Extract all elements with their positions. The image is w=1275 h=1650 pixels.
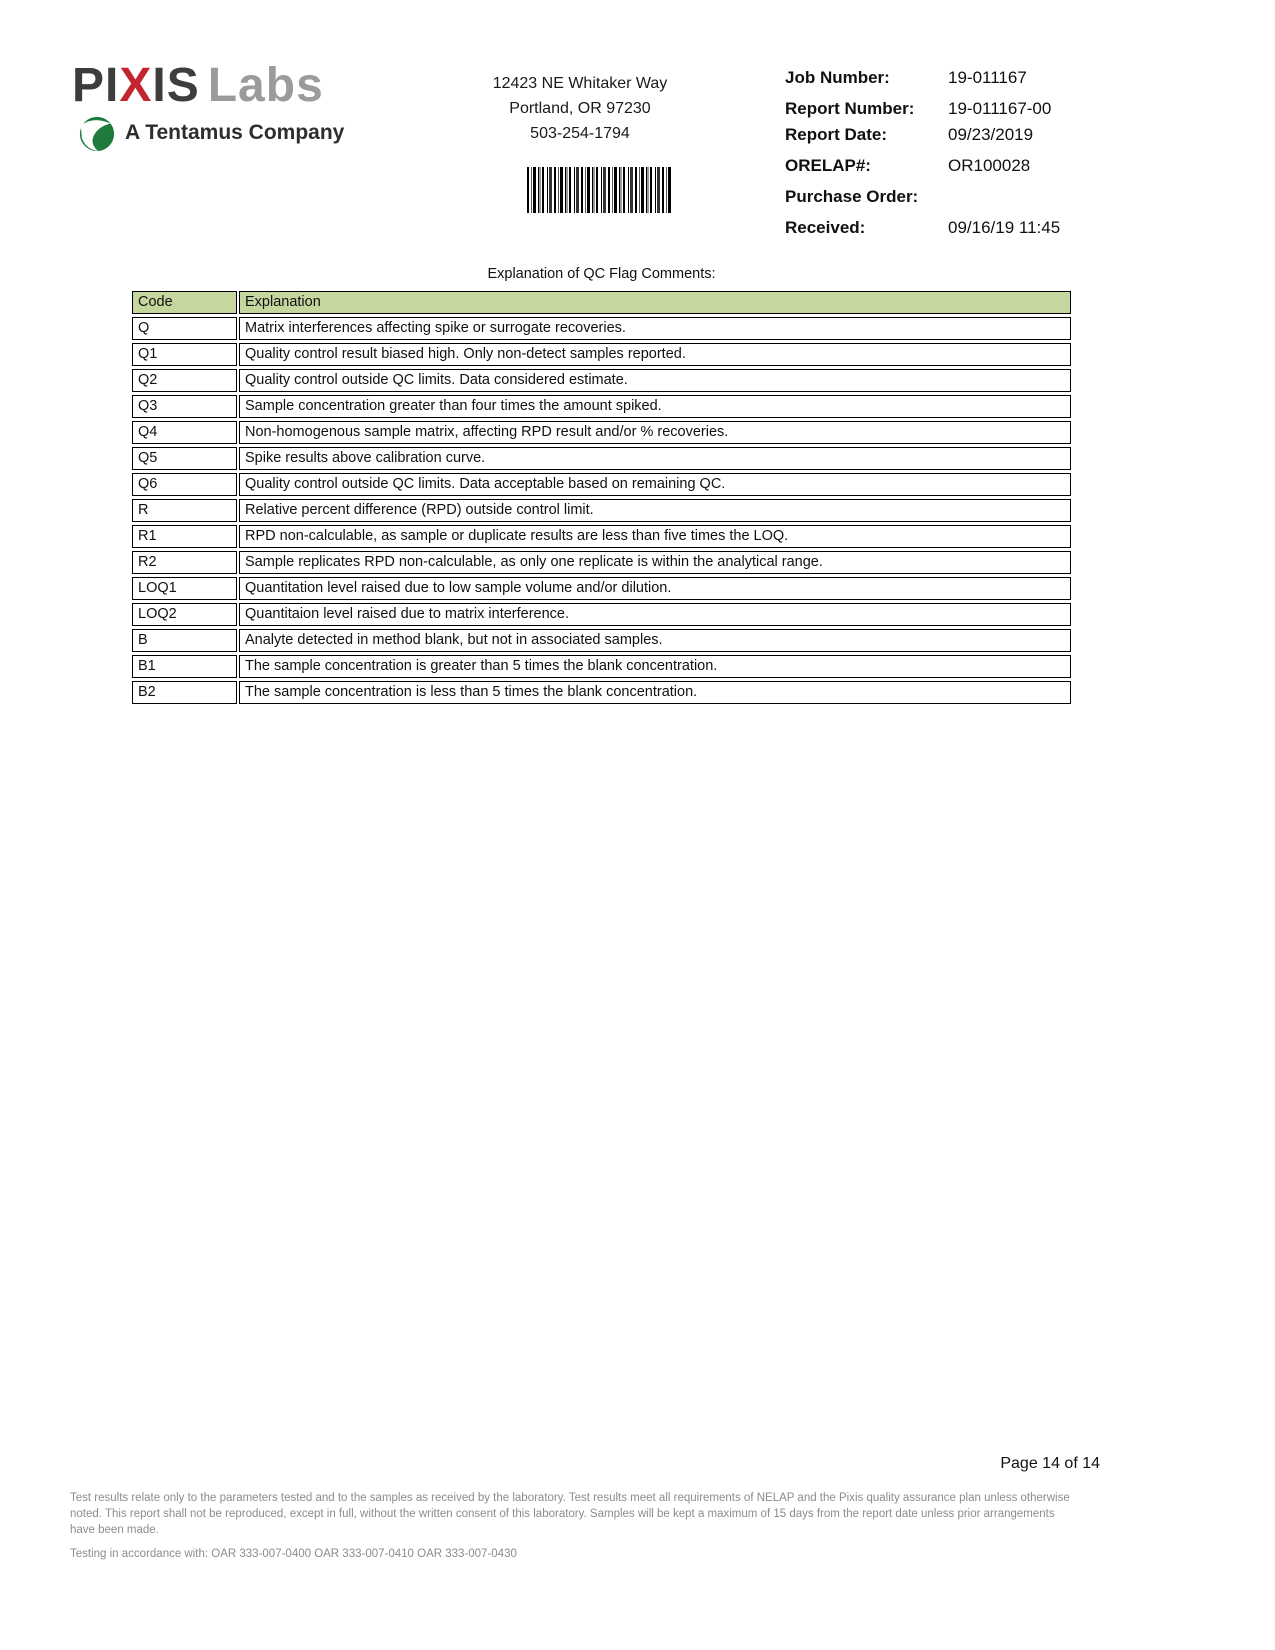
qc-explanation-cell: Sample replicates RPD non-calculable, as only one replicate is within the analytical range. [239, 551, 1071, 574]
report-date-value: 09/23/2019 [948, 125, 1034, 144]
qc-table-row [132, 629, 1071, 652]
qc-explanation-cell: Matrix interferences affecting spike or surrogate recoveries. [239, 317, 1071, 340]
qc-table-wrap [130, 288, 1073, 707]
qc-table-row [132, 681, 1071, 704]
qc-code-cell: Q5 [132, 447, 237, 470]
lab-address [440, 72, 720, 146]
qc-table-header-row [132, 291, 1071, 314]
qc-explanation-cell: Quantitation level raised due to low sample volume and/or dilution. [239, 577, 1071, 600]
report-date-label: Report Date: [785, 125, 888, 144]
job-info-row [785, 125, 1205, 151]
qc-code-cell: Q6 [132, 473, 237, 496]
logo-text-is: IS [152, 59, 200, 112]
orelap-value: OR100028 [948, 156, 1031, 175]
report-number-value: 19-011167-00 [948, 99, 1052, 118]
qc-explanation-cell: Sample concentration greater than four times the amount spiked. [239, 395, 1071, 418]
qc-explanation-cell: Quality control result biased high. Only non-detect samples reported. [239, 343, 1071, 366]
received-value: 09/16/19 11:45 [948, 218, 1061, 237]
report-number-label: Report Number: [785, 99, 915, 118]
qc-table-row [132, 317, 1071, 340]
logo-text-pi: PI [72, 59, 120, 112]
address-line2: Portland, OR 97230 [509, 99, 651, 117]
testing-accordance-text: Testing in accordance with: OAR 333-007-0400 OAR 333-007-0410 OAR 333-007-0430 [70, 1548, 517, 1560]
logo-text-labs: Labs [207, 59, 324, 112]
purchase-order-label: Purchase Order: [785, 187, 919, 206]
qc-code-cell: Q2 [132, 369, 237, 392]
address-line3: 503-254-1794 [530, 124, 630, 142]
column-header-code: Code [132, 291, 237, 314]
qc-table-body [132, 317, 1071, 704]
qc-table-row [132, 395, 1071, 418]
qc-table-row [132, 369, 1071, 392]
qc-code-cell: Q3 [132, 395, 237, 418]
qc-table-row [132, 447, 1071, 470]
pixis-logo [72, 59, 345, 152]
qc-table-row [132, 343, 1071, 366]
qc-explanation-cell: Analyte detected in method blank, but not in associated samples. [239, 629, 1071, 652]
qc-explanation-cell: Non-homogenous sample matrix, affecting RPD result and/or % recoveries. [239, 421, 1071, 444]
qc-code-cell: Q1 [132, 343, 237, 366]
page-number: Page 14 of 14 [1000, 1455, 1100, 1472]
received-label: Received: [785, 218, 866, 237]
qc-table-row [132, 577, 1071, 600]
qc-code-cell: Q4 [132, 421, 237, 444]
qc-code-cell: Q [132, 317, 237, 340]
qc-code-cell: B [132, 629, 237, 652]
qc-code-cell: LOQ2 [132, 603, 237, 626]
job-info-row [785, 68, 1205, 94]
orelap-label: ORELAP#: [785, 156, 871, 175]
qc-table-row [132, 655, 1071, 678]
qc-table-title: Explanation of QC Flag Comments: [487, 266, 716, 282]
qc-code-cell: B1 [132, 655, 237, 678]
job-info-row [785, 218, 1205, 244]
qc-table-row [132, 421, 1071, 444]
qc-explanation-cell: The sample concentration is less than 5 times the blank concentration. [239, 681, 1071, 704]
logo-text-x: X [119, 59, 153, 112]
qc-code-cell: R2 [132, 551, 237, 574]
qc-code-cell: R1 [132, 525, 237, 548]
qc-code-cell: LOQ1 [132, 577, 237, 600]
qc-table-row [132, 551, 1071, 574]
qc-explanation-cell: RPD non-calculable, as sample or duplicate results are less than five times the LOQ. [239, 525, 1071, 548]
qc-code-cell: B2 [132, 681, 237, 704]
qc-flag-table [130, 288, 1073, 707]
barcode [527, 167, 673, 213]
qc-table-row [132, 499, 1071, 522]
job-info-row [785, 156, 1205, 182]
job-number-value: 19-011167 [948, 68, 1027, 87]
job-info-row [785, 99, 1205, 125]
job-info-row [785, 187, 1205, 213]
logo-tagline [78, 114, 344, 152]
tagline-text: A Tentamus Company [125, 121, 345, 144]
logo-wordmark [72, 59, 344, 112]
qc-table-row [132, 525, 1071, 548]
qc-explanation-cell: Relative percent difference (RPD) outside control limit. [239, 499, 1071, 522]
disclaimer-text: Test results relate only to the parameters tested and to the samples as received by the laboratory. Test results meet all requirements of NELAP and the Pixis quality assurance plan unless otherwise noted. This report shall not be reproduced, except in full, without the written consent of this laboratory. Samples will be kept a maximum of 15 days from the report date unless prior arrangements have been made. [70, 1492, 1070, 1537]
qc-code-cell: R [132, 499, 237, 522]
leaf-icon [78, 114, 116, 152]
qc-table-row [132, 603, 1071, 626]
qc-explanation-cell: Quality control outside QC limits. Data acceptable based on remaining QC. [239, 473, 1071, 496]
job-info-block [785, 68, 1205, 244]
qc-explanation-cell: Quality control outside QC limits. Data considered estimate. [239, 369, 1071, 392]
qc-explanation-cell: Quantitaion level raised due to matrix interference. [239, 603, 1071, 626]
column-header-explanation: Explanation [239, 291, 1071, 314]
qc-explanation-cell: The sample concentration is greater than 5 times the blank concentration. [239, 655, 1071, 678]
job-number-label: Job Number: [785, 68, 890, 87]
address-line1: 12423 NE Whitaker Way [492, 75, 668, 92]
qc-table-row [132, 473, 1071, 496]
qc-explanation-cell: Spike results above calibration curve. [239, 447, 1071, 470]
